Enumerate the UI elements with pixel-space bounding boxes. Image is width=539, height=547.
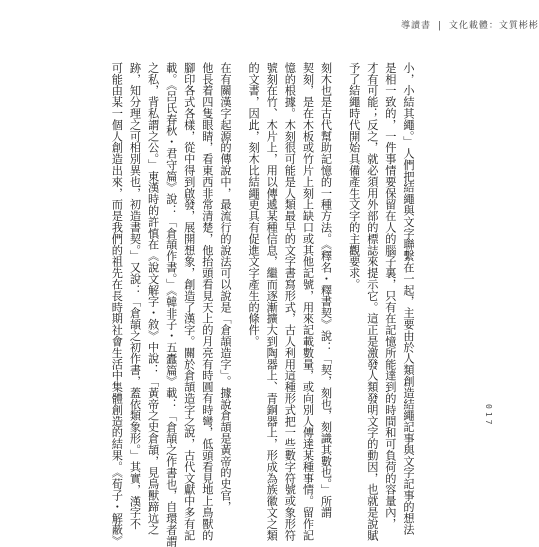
- text-column: 腳印各式各樣，從中得到啟發，展開想象，創造了漢字。關於倉頡造字之說，古代文獻中多有記: [182, 62, 196, 541]
- page-number: 017: [484, 404, 493, 428]
- text-column: 的文書，因此，刻木比結繩更具有促進文字產生的條件。: [247, 62, 261, 347]
- header-separator: |: [437, 21, 442, 31]
- text-column: 契刻，是在木板或竹片上刻上缺口或其他記號，用來記載數量，或向別人傳達某種事情。留作記: [301, 62, 315, 541]
- vertical-text-body: [109, 62, 415, 547]
- text-column: 小，小結其繩。」人們把結繩與文字聯繫在一起，主要由於人類創造結繩記事與文字記事的想法: [402, 62, 415, 536]
- text-column: 之私，背私謂之公。」東漢時的許慎在《說文解字・敘》中說：「黃帝之史倉頡，見鳥獸蹄迒之: [146, 62, 160, 536]
- text-column: 他長着四隻眼睛，看東西非常清楚，他抬頭看見天上的月亮有時圓有時彎，低頭看見地上鳥獸的: [200, 62, 214, 541]
- text-column: 號刻在竹、木片上，用以傳遞某種信息，繼而逐漸擴大到陶器上、青銅器上，形成為族徽文之類: [265, 62, 279, 541]
- chapter-title: 導讀書: [401, 21, 432, 31]
- text-column: 載。《呂氏春秋・君守篇》說：「倉頡作書。」《韓非子・五蠹篇》載：「倉頡之作書也，自環者謂: [164, 62, 178, 547]
- text-column: 是相一致的，一件事情要保留在人的腦子裏，只有在記憶所能達到的時間和可負荷的容量內，: [383, 62, 397, 530]
- text-column: 跡，知分理之可相別異也，初造書契。」又說：「倉頡之初作書，蓋依類象形。」其實，漢字不: [128, 62, 142, 530]
- text-column: 刻木也是古代幫助記憶的一種方法。《釋名・釋書契》說：「契，刻也，刻識其數也。」所謂: [319, 62, 333, 519]
- text-column: 可能由某一個人創造出來，而是我們的祖先在長時期社會生活中集體創造的結果。《荀子・解蔽》: [110, 62, 124, 547]
- section-title: 文化載體：文質彬彬: [448, 21, 539, 31]
- running-header: [401, 18, 539, 31]
- text-column: 憶的根據。木刻很可能是人類最早的文字書寫形式，古人利用這種形式把一些數字符號或象形符: [283, 62, 297, 541]
- paragraph-break: [236, 62, 242, 462]
- text-column: 才有可能；反之，就必須用外部的標誌來提示它。這正是激發人類發明文字的動因，也就是說賦: [365, 62, 379, 541]
- text-column: 在有關漢字起源的傳說中，最流行的說法可以說是「倉頡造字」。據說倉頡是黃帝的史官，: [218, 62, 232, 513]
- paragraph-break: [337, 62, 343, 462]
- text-column: 予了結繩時代開始具備產生文字的主觀要求。: [347, 62, 361, 290]
